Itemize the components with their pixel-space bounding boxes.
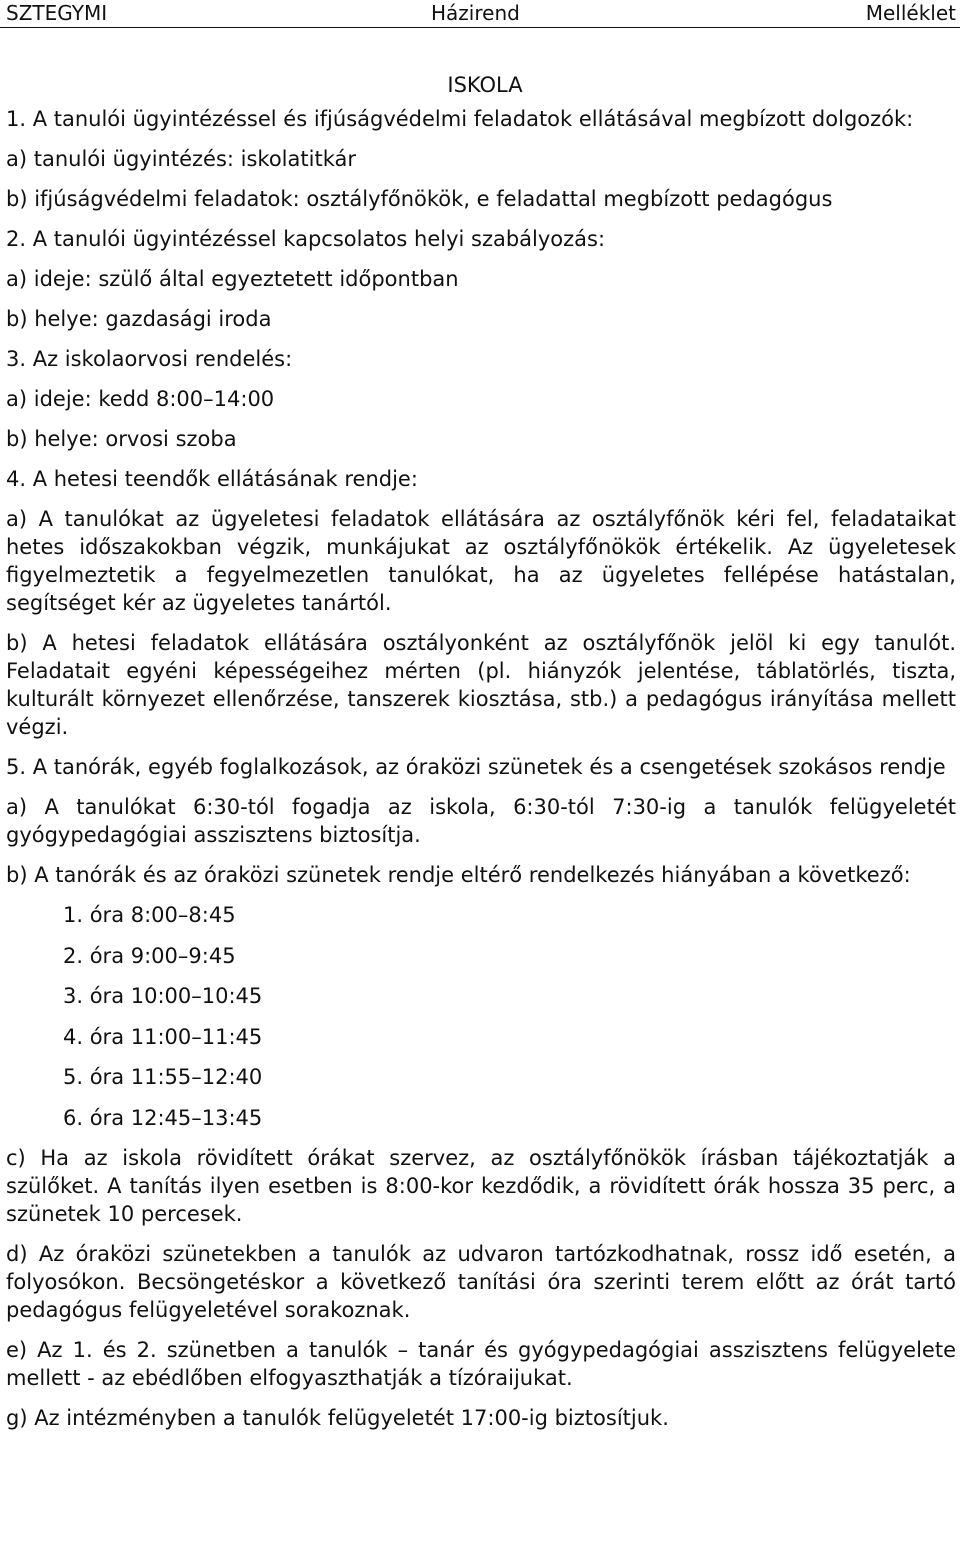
paragraph-5a: a) A tanulókat 6:30-tól fogadja az iskola, 6:30-tól 7:30-ig a tanulók felügyeletét gyógypedagógiai asszisztens biztosítja. [6, 795, 956, 847]
paragraph-3a: a) ideje: kedd 8:00–14:00 [6, 387, 275, 411]
paragraph-3b: b) helye: orvosi szoba [6, 427, 237, 451]
page-header [0, 0, 960, 28]
paragraph-5: 5. A tanórák, egyéb foglalkozások, az óraközi szünetek és a csengetések szokásos rendje [6, 755, 946, 779]
schedule-item: 6. óra 12:45–13:45 [63, 1105, 263, 1130]
paragraph-1: 1. A tanulói ügyintézéssel és ifjúságvédelmi feladatok ellátásával megbízott dolgozók: [6, 107, 914, 131]
schedule-item: 3. óra 10:00–10:45 [63, 984, 263, 1008]
section-title: ISKOLA [447, 73, 523, 97]
schedule-item: 5. óra 11:55–12:40 [63, 1065, 263, 1089]
header-institution: SZTEGYMI [6, 1, 108, 25]
schedule-item: 2. óra 9:00–9:45 [63, 943, 236, 968]
paragraph-5e: e) Az 1. és 2. szünetben a tanulók – tanár és gyógypedagógiai asszisztens felügyelete mellett - az ebédlőben elfogyaszthatják a tízóraijukat. [6, 1338, 956, 1390]
header-doc-title: Házirend [431, 1, 520, 25]
paragraph-2: 2. A tanulói ügyintézéssel kapcsolatos helyi szabályozás: [6, 227, 606, 251]
paragraph-4b: b) A hetesi feladatok ellátására osztályonként az osztályfőnök jelöl ki egy tanulót. Feladatait egyéni képességeihez mérten (pl. hiányzók jelentése, táblatörlés, tiszta, kulturált környezet ellenőrzése, tanszerek kiosztása, stb.) a pedagógus irányítása mellett végzi. [6, 631, 956, 739]
paragraph-2b: b) helye: gazdasági iroda [6, 307, 272, 331]
paragraph-4a: a) A tanulókat az ügyeletesi feladatok ellátására az osztályfőnök kéri fel, feladataikat hetes időszakokban végzik, munkájukat az osztályfőnökök értékelik. Az ügyeletesek figyelmeztetik a fegyelmezetlen tanulókat, ha az ügyeletes fellépése hatástalan, segítséget kér az ügyeletes tanártól. [6, 507, 956, 615]
paragraph-1a: a) tanulói ügyintézés: iskolatitkár [6, 147, 356, 171]
paragraph-5b: b) A tanórák és az óraközi szünetek rendje eltérő rendelkezés hiányában a következő: [6, 863, 911, 887]
lesson-schedule [6, 901, 956, 1132]
schedule-item: 1. óra 8:00–8:45 [63, 903, 236, 927]
schedule-item: 4. óra 11:00–11:45 [63, 1024, 263, 1049]
header-attachment-label: Melléklet [865, 1, 956, 25]
paragraph-4: 4. A hetesi teendők ellátásának rendje: [6, 467, 418, 491]
paragraph-5c: c) Ha az iskola rövidített órákat szervez, az osztályfőnökök írásban tájékoztatják a szülőket. A tanítás ilyen esetben is 8:00-kor kezdődik, a rövidített órák hossza 35 perc, a szünetek 10 percesek. [6, 1146, 956, 1226]
document-body [6, 71, 956, 1444]
paragraph-3: 3. Az iskolaorvosi rendelés: [6, 347, 293, 371]
paragraph-5d: d) Az óraközi szünetekben a tanulók az udvaron tartózkodhatnak, rossz idő esetén, a folyosókon. Becsöngetéskor a következő tanítási óra szerinti terem előtt az órát tartó pedagógus felügyeletével sorakoznak. [6, 1242, 956, 1322]
paragraph-2a: a) ideje: szülő által egyeztetett időpontban [6, 267, 459, 291]
paragraph-1b: b) ifjúságvédelmi feladatok: osztályfőnökök, e feladattal megbízott pedagógus [6, 187, 833, 211]
paragraph-5g: g) Az intézményben a tanulók felügyeletét 17:00-ig biztosítjuk. [6, 1406, 669, 1430]
